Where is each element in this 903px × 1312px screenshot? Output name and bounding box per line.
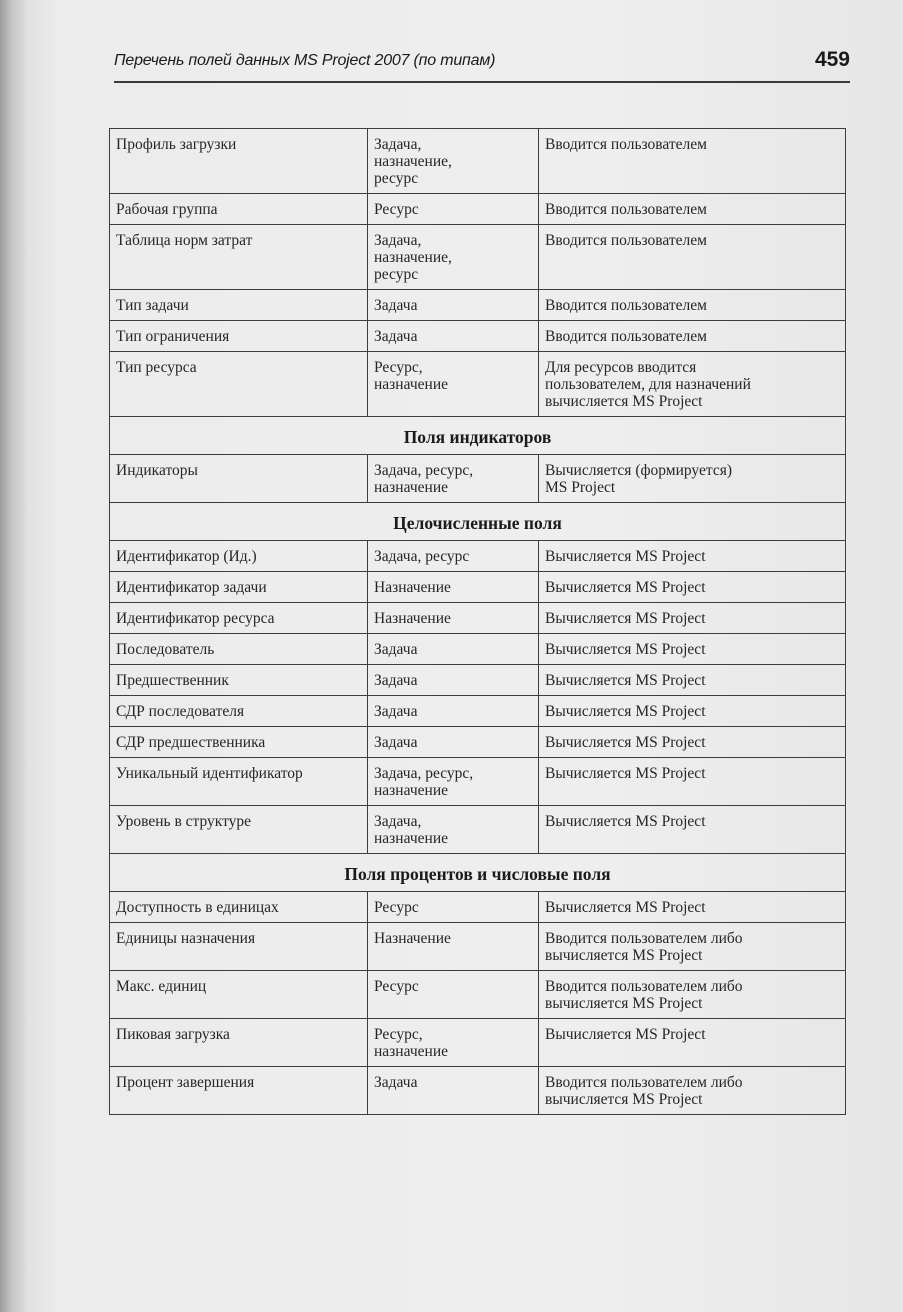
field-name-cell: Макс. единиц: [110, 971, 368, 1019]
field-scope-cell: Ресурс: [368, 971, 539, 1019]
field-name-cell: СДР предшественника: [110, 727, 368, 758]
table-row: [110, 1019, 846, 1067]
table-row: [110, 665, 846, 696]
section-header-row: [110, 503, 846, 541]
field-name-cell: Тип задачи: [110, 290, 368, 321]
field-scope-cell: Задача: [368, 696, 539, 727]
field-name-cell: Доступность в единицах: [110, 892, 368, 923]
field-source-cell: Вычисляется MS Project: [539, 696, 846, 727]
table-row: [110, 352, 846, 417]
field-source-cell: Вводится пользователем: [539, 129, 846, 194]
field-name-cell: Уникальный идентификатор: [110, 758, 368, 806]
field-name-cell: Идентификатор (Ид.): [110, 541, 368, 572]
field-source-cell: Вычисляется MS Project: [539, 634, 846, 665]
table-row: [110, 290, 846, 321]
field-source-cell: Вычисляется MS Project: [539, 603, 846, 634]
section-header-row: [110, 854, 846, 892]
table-row: [110, 541, 846, 572]
field-scope-cell: Задача: [368, 290, 539, 321]
field-name-cell: СДР последователя: [110, 696, 368, 727]
fields-table: [109, 128, 846, 1115]
field-scope-cell: Задача, назначение, ресурс: [368, 225, 539, 290]
fields-table-body: [110, 129, 846, 1115]
field-name-cell: Последователь: [110, 634, 368, 665]
field-scope-cell: Назначение: [368, 923, 539, 971]
field-scope-cell: Ресурс: [368, 892, 539, 923]
field-source-cell: Вводится пользователем: [539, 290, 846, 321]
field-source-cell: Вводится пользователем либо вычисляется MS Project: [539, 1067, 846, 1115]
field-scope-cell: Задача, ресурс: [368, 541, 539, 572]
field-source-cell: Вычисляется MS Project: [539, 806, 846, 854]
page-number: 459: [814, 48, 850, 71]
running-header-title: Перечень полей данных MS Project 2007 (по типам): [114, 52, 496, 69]
field-scope-cell: Задача, назначение, ресурс: [368, 129, 539, 194]
section-header-row: [110, 417, 846, 455]
field-name-cell: Профиль загрузки: [110, 129, 368, 194]
table-row: [110, 923, 846, 971]
field-source-cell: Вводится пользователем либо вычисляется MS Project: [539, 971, 846, 1019]
table-row: [110, 634, 846, 665]
field-source-cell: Вводится пользователем: [539, 321, 846, 352]
field-name-cell: Рабочая группа: [110, 194, 368, 225]
field-source-cell: Вводится пользователем: [539, 194, 846, 225]
field-scope-cell: Задача: [368, 727, 539, 758]
field-name-cell: Процент завершения: [110, 1067, 368, 1115]
table-row: [110, 971, 846, 1019]
table-row: [110, 129, 846, 194]
field-scope-cell: Ресурс, назначение: [368, 1019, 539, 1067]
field-name-cell: Таблица норм затрат: [110, 225, 368, 290]
field-source-cell: Вычисляется (формируется) MS Project: [539, 455, 846, 503]
table-row: [110, 758, 846, 806]
book-spine-shadow: [0, 0, 26, 1312]
section-title: Целочисленные поля: [110, 503, 846, 541]
table-row: [110, 603, 846, 634]
field-name-cell: Пиковая загрузка: [110, 1019, 368, 1067]
field-scope-cell: Задача: [368, 1067, 539, 1115]
field-source-cell: Вводится пользователем: [539, 225, 846, 290]
table-row: [110, 696, 846, 727]
section-title: Поля индикаторов: [110, 417, 846, 455]
field-scope-cell: Назначение: [368, 572, 539, 603]
table-row: [110, 892, 846, 923]
field-name-cell: Идентификатор задачи: [110, 572, 368, 603]
field-source-cell: Вычисляется MS Project: [539, 758, 846, 806]
field-source-cell: Вычисляется MS Project: [539, 892, 846, 923]
field-name-cell: Уровень в структуре: [110, 806, 368, 854]
field-name-cell: Идентификатор ресурса: [110, 603, 368, 634]
field-name-cell: Тип ограничения: [110, 321, 368, 352]
field-source-cell: Вычисляется MS Project: [539, 665, 846, 696]
table-row: [110, 194, 846, 225]
field-source-cell: Вычисляется MS Project: [539, 1019, 846, 1067]
field-scope-cell: Задача: [368, 634, 539, 665]
field-scope-cell: Задача: [368, 665, 539, 696]
table-row: [110, 572, 846, 603]
field-scope-cell: Задача, ресурс, назначение: [368, 455, 539, 503]
section-title: Поля процентов и числовые поля: [110, 854, 846, 892]
table-row: [110, 806, 846, 854]
field-source-cell: Вводится пользователем либо вычисляется MS Project: [539, 923, 846, 971]
field-source-cell: Вычисляется MS Project: [539, 541, 846, 572]
field-scope-cell: Ресурс: [368, 194, 539, 225]
field-name-cell: Индикаторы: [110, 455, 368, 503]
field-name-cell: Единицы назначения: [110, 923, 368, 971]
field-name-cell: Предшественник: [110, 665, 368, 696]
table-row: [110, 455, 846, 503]
field-name-cell: Тип ресурса: [110, 352, 368, 417]
table-row: [110, 1067, 846, 1115]
table-row: [110, 321, 846, 352]
field-scope-cell: Задача, назначение: [368, 806, 539, 854]
field-scope-cell: Назначение: [368, 603, 539, 634]
running-header: [114, 48, 850, 78]
table-row: [110, 225, 846, 290]
field-scope-cell: Задача, ресурс, назначение: [368, 758, 539, 806]
table-row: [110, 727, 846, 758]
field-scope-cell: Задача: [368, 321, 539, 352]
field-source-cell: Для ресурсов вводится пользователем, для назначений вычисляется MS Project: [539, 352, 846, 417]
header-rule: [114, 81, 850, 83]
field-source-cell: Вычисляется MS Project: [539, 572, 846, 603]
field-scope-cell: Ресурс, назначение: [368, 352, 539, 417]
field-source-cell: Вычисляется MS Project: [539, 727, 846, 758]
